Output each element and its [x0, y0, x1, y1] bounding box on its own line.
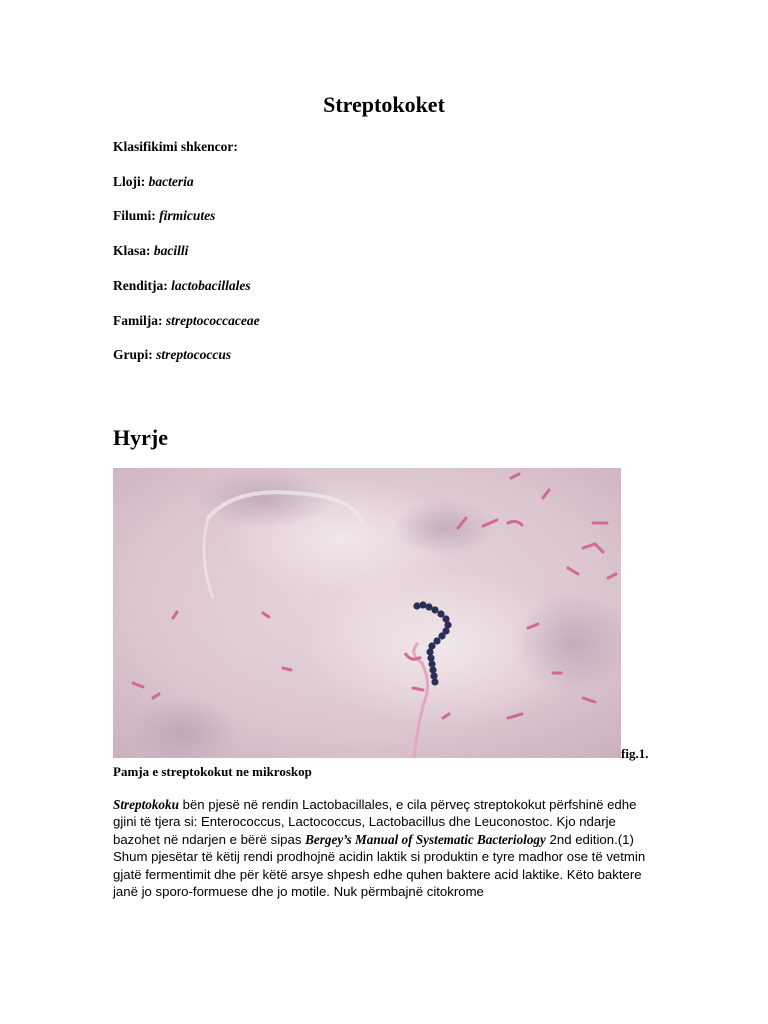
- classification-row: [113, 278, 251, 294]
- classification-row: [113, 208, 215, 224]
- classification-value: firmicutes: [159, 208, 216, 223]
- page-title: Streptokoket: [323, 92, 445, 117]
- classification-value: streptococcus: [156, 347, 232, 362]
- classification-label: Renditja:: [113, 278, 168, 293]
- book-title: Bergey’s Manual of Systematic Bacteriology: [305, 831, 546, 847]
- classification-label: Klasa:: [113, 243, 151, 258]
- classification-label: Filumi:: [113, 208, 156, 223]
- microscope-image: [113, 468, 621, 758]
- figure-caption: Pamja e streptokokut ne mikroskop: [113, 764, 312, 779]
- figure-number: fig.1.: [621, 746, 649, 761]
- paragraph-text: bën pjesë në rendin Lactobacillales, e cila përveç streptokokut përfshinë edhe gjini të tjera si: Enterococcus, Lactococcus, Lactobacillus dhe Leuconostoc. Kjo ndarje bazohet në ndarjen e bërë sipas: [113, 797, 637, 847]
- classification-row: [113, 347, 231, 363]
- classification-row: [113, 243, 188, 259]
- classification-heading: Klasifikimi shkencor:: [113, 139, 238, 154]
- classification-row: [113, 174, 194, 190]
- classification-label: Grupi:: [113, 347, 153, 362]
- classification-row: [113, 313, 260, 329]
- classification-value: lactobacillales: [171, 278, 251, 293]
- classification-value: bacteria: [148, 174, 194, 189]
- classification-label: Familja:: [113, 313, 163, 328]
- paragraph-text: 2nd edition.(1) Shum pjesëtar të këtij rendi prodhojnë acidin laktik si produktin e tyre madhor ose të vetmin gjatë fermentimit dhe për këtë arsye shpesh edhe quhen baktere acid laktike. Këto baktere janë jo sporo-formuese dhe jo motile. Nuk përmbajnë citokrome: [113, 831, 646, 900]
- intro-paragraph: [113, 796, 658, 900]
- section-heading: Hyrje: [113, 425, 168, 450]
- classification-label: Lloji:: [113, 174, 146, 189]
- classification-value: bacilli: [153, 243, 189, 258]
- paragraph-term: Streptokoku: [113, 797, 179, 812]
- classification-value: streptococcaceae: [165, 313, 260, 328]
